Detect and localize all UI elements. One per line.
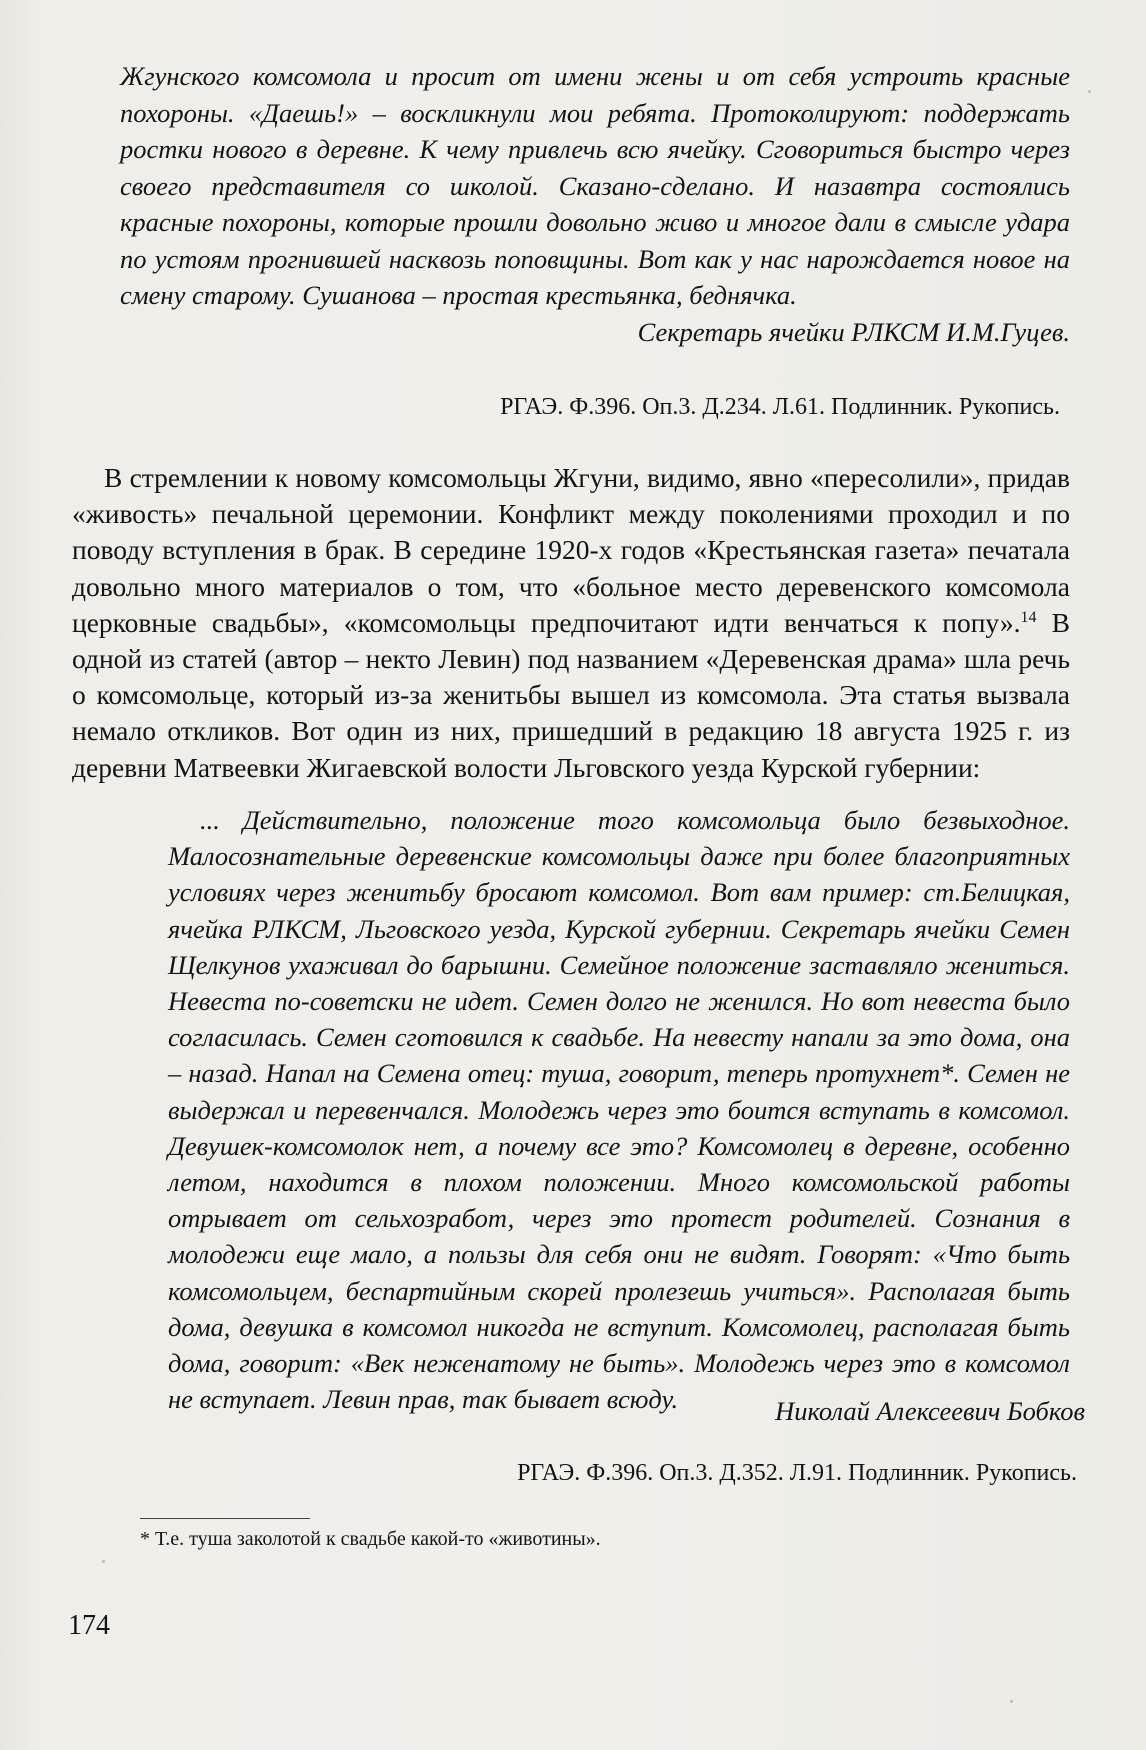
scan-speck xyxy=(102,1560,105,1563)
scan-speck xyxy=(1088,90,1091,93)
main-paragraph-part-2: В одной из статей (автор – некто Левин) под названием «Деревенская драма» шла речь о комсомольце, который из-за женитьбы вышел из комсомола. Эта статья вызвала немало откликов. Вот один из них, пришедший в редакцию 18 августа 1925 г. из деревни Матвеевки Жигаевской волости Льговского уезда Курской губернии: xyxy=(72,606,1070,783)
quote-1-text: Жгунского комсомола и просит от имени жены и от себя устроить красные похороны. «Даешь!» – воскликнули мои ребята. Протоколируют: поддержать ростки нового в деревне. К чему привлечь всю ячейку. Сговориться быстро через своего представителя со школой. Сказано-сделано. И назавтра состоялись красные похороны, которые прошли довольно живо и многое дали в смысле удара по устоям прогнившей насквозь поповщины. Вот как у нас нарождается новое на смену старому. Сушанова – простая крестьянка, беднячка. xyxy=(120,61,1070,310)
page-number: 174 xyxy=(68,1610,110,1641)
quote-1 xyxy=(120,58,1070,350)
quote-1-signature: Секретарь ячейки РЛКСМ И.М.Гуцев. xyxy=(637,316,1070,347)
main-paragraph xyxy=(72,460,1070,786)
main-paragraph-part-1: В стремлении к новому комсомольцы Жгуни, видимо, явно «пересолили», придав «живость» печальной церемонии. Конфликт между поколениями проходил и по поводу вступления в брак. В середине 1920-х годов «Крестьянская газета» печатала довольно много материалов о том, что «больное место деревенского комсомола церковные свадьбы», «комсомольцы предпочитают идти венчаться к попу». xyxy=(72,462,1070,638)
quote-2-text: ... Действительно, положение того комсомольца было безвыходное. Малосознательные деревенские комсомольцы даже при более благоприятных условиях через женитьбу бросают комсомол. Вот вам пример: ст.Белицкая, ячейка РЛКСМ, Льговского уезда, Курской губернии. Секретарь ячейки Семен Щелкунов ухаживал до барышни. Семейное положение заставляло жениться. Невеста по-советски не идет. Семен долго не женился. Но вот невеста было согласилась. Семен сготовился к свадьбе. На невесту напали за это дома, она – назад. Напал на Семена отец: туша, говорит, теперь протухнет*. Семен не выдержал и перевенчался. Молодежь через это боится вступать в комсомол. Девушек-комсомолок нет, а почему все это? Комсомолец в деревне, особенно летом, находится в плохом положении. Много комсомольской работы отрывает от сельхозработ, через это протест родителей. Сознания в молодежи еще мало, а пользы для себя они не видят. Говорят: «Что быть комсомольцем, беспартийным скорей пролезешь учиться». Располагая быть дома, девушка в комсомол никогда не вступит. Комсомолец, располагая быть дома, говорит: «Век неженатому не быть». Молодежь через это в комсомол не вступает. Левин прав, так бывает всюду. xyxy=(168,805,1070,1415)
footnote: * Т.е. туша заколотой к свадьбе какой-то «животины». xyxy=(140,1528,601,1550)
archive-reference-2: РГАЭ. Ф.396. Оп.3. Д.352. Л.91. Подлинник. Рукопись. xyxy=(517,1460,1077,1486)
footnote-reference-14: 14 xyxy=(1020,608,1037,626)
quote-2-signature: Николай Алексеевич Бобков xyxy=(775,1396,1085,1426)
footnote-divider xyxy=(140,1518,310,1519)
scan-speck xyxy=(1010,1700,1013,1703)
archive-reference-1: РГАЭ. Ф.396. Оп.3. Д.234. Л.61. Подлинник. Рукопись. xyxy=(500,394,1060,420)
